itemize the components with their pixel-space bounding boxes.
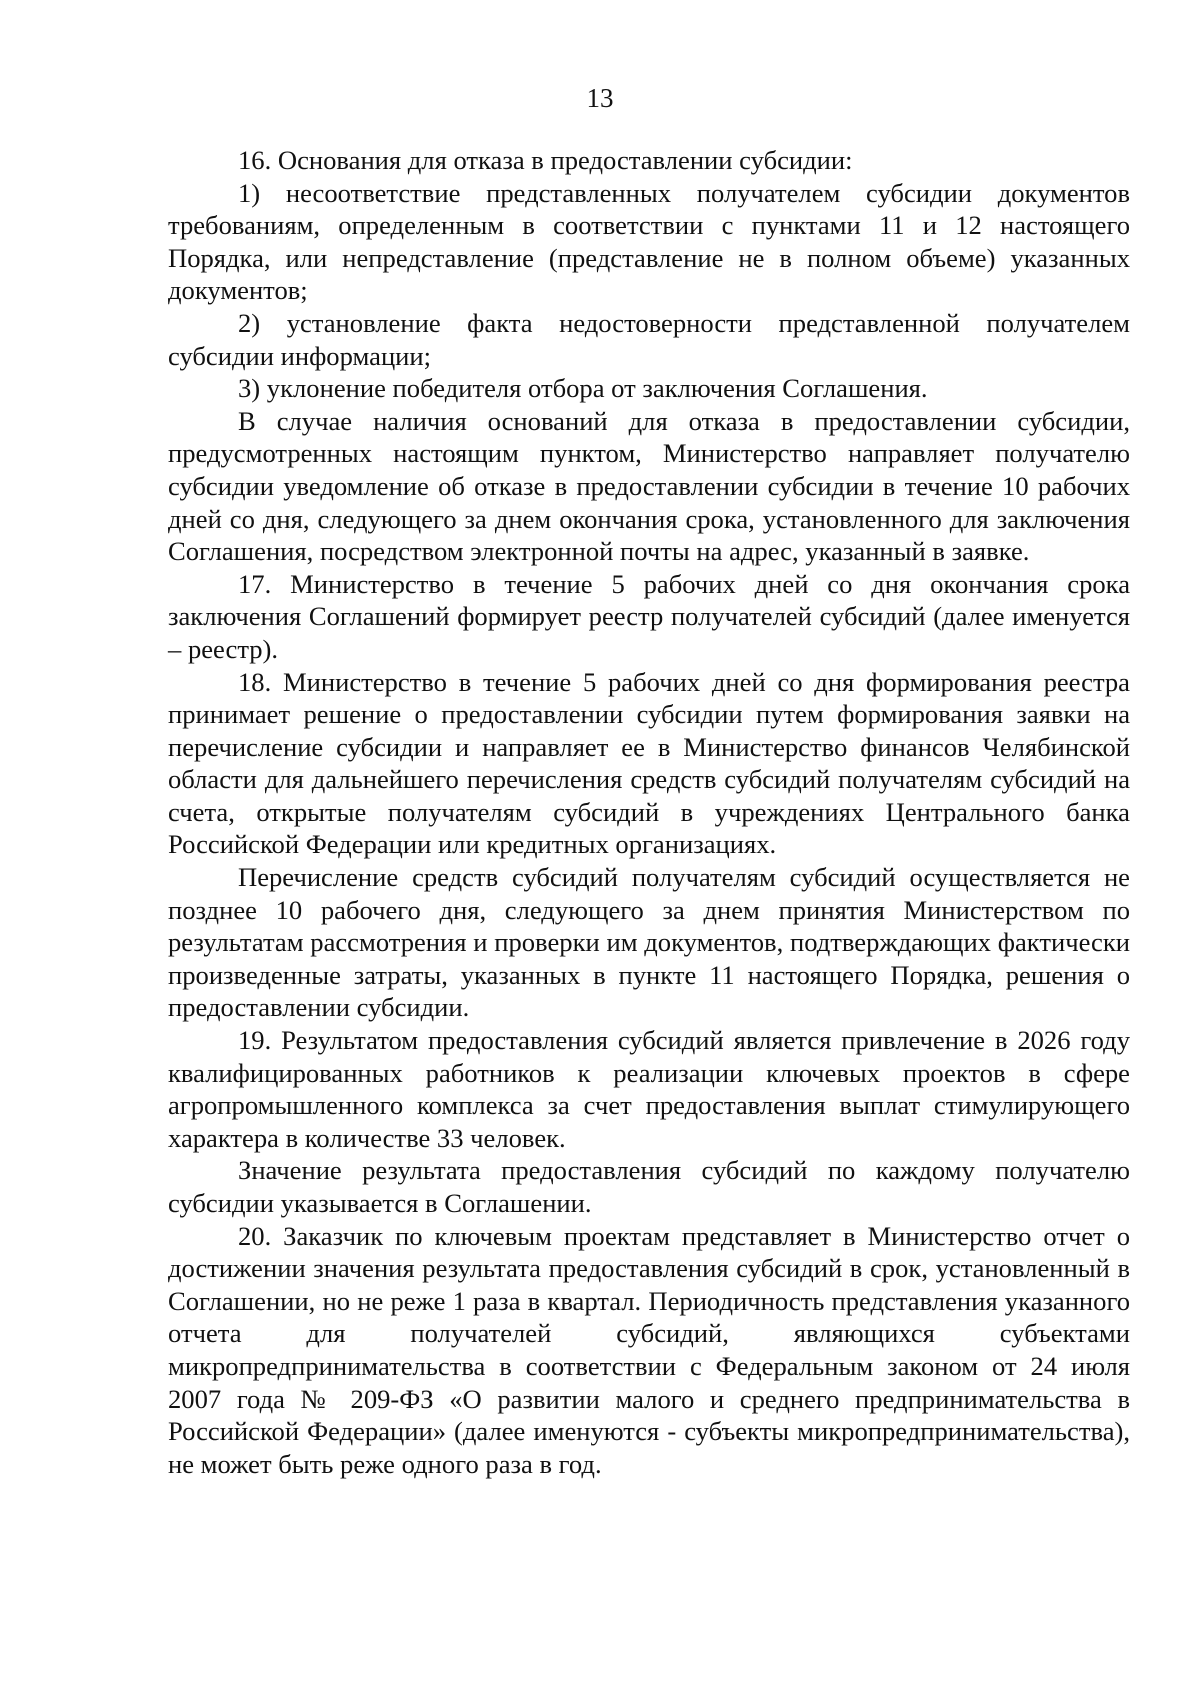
document-body	[168, 144, 1130, 1480]
paragraph-16-item-1: 1) несоответствие представленных получателем субсидии документов требованиям, определенным в соответствии с пунктами 11 и 12 настоящего Порядка, или непредставление (представление не в полном объеме) указанных документов;	[168, 177, 1130, 306]
paragraph-20: 20. Заказчик по ключевым проектам представляет в Министерство отчет о достижении значения результата предоставления субсидий в срок, установленный в Соглашении, но не реже 1 раза в квартал. Периодичность представления указанного отчета для получателей субсидий, являющихся субъектами микропредпринимательства в соответствии с Федеральным законом от 24 июля 2007 года № 209-ФЗ «О развитии малого и среднего предпринимательства в Российской Федерации» (далее именуются - субъекты микропредпринимательства), не может быть реже одного раза в год.	[168, 1220, 1130, 1479]
paragraph-19-value: Значение результата предоставления субсидий по каждому получателю субсидии указывается в Соглашении.	[168, 1155, 1130, 1218]
paragraph-16-heading: 16. Основания для отказа в предоставлении субсидии:	[238, 145, 853, 175]
page-number: 13	[586, 83, 614, 113]
paragraph-18: 18. Министерство в течение 5 рабочих дней со дня формирования реестра принимает решение о предоставлении субсидии путем формирования заявки на перечисление субсидии и направляет ее в Министерство финансов Челябинской области для дальнейшего перечисления средств субсидий получателям субсидий на счета, открытые получателям субсидий в учреждениях Центрального банка Российской Федерации или кредитных организациях.	[168, 666, 1130, 860]
paragraph-16-item-3: 3) уклонение победителя отбора от заключения Соглашения.	[238, 373, 928, 404]
paragraph-17: 17. Министерство в течение 5 рабочих дней со дня окончания срока заключения Соглашений формирует реестр получателей субсидий (далее именуется – реестр).	[168, 568, 1130, 664]
paragraph-16-notice: В случае наличия оснований для отказа в предоставлении субсидии, предусмотренных настоящим пунктом, Министерство направляет получателю субсидии уведомление об отказе в предоставлении субсидии в течение 10 рабочих дней со дня, следующего за днем окончания срока, установленного для заключения Соглашения, посредством электронной почты на адрес, указанный в заявке.	[168, 405, 1130, 567]
paragraph-16-item-2: 2) установление факта недостоверности представленной получателем субсидии информации;	[168, 307, 1130, 371]
paragraph-18-transfer: Перечисление средств субсидий получателям субсидий осуществляется не позднее 10 рабочего дня, следующего за днем принятия Министерством по результатам рассмотрения и проверки им документов, подтверждающих фактически произведенные затраты, указанных в пункте 11 настоящего Порядка, решения о предоставлении субсидии.	[168, 862, 1130, 1023]
paragraph-19: 19. Результатом предоставления субсидий является привлечение в 2026 году квалифицированных работников к реализации ключевых проектов в сфере агропромышленного комплекса за счет предоставления выплат стимулирующего характера в количестве 33 человек.	[168, 1025, 1130, 1153]
